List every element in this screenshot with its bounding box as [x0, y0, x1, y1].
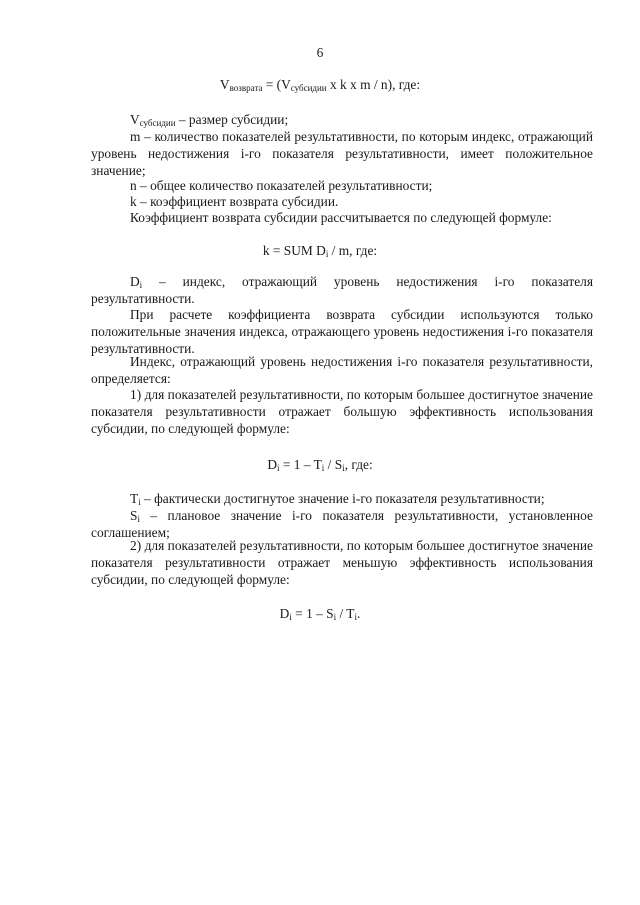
coefficient-intro: Коэффициент возврата субсидии рассчитывается по следующей формуле:: [130, 210, 552, 225]
definition-v-subsidy: $V_{субсидии}$ – размер субсидии;: [130, 112, 289, 128]
page-number: 6: [316, 45, 324, 60]
formula-return-volume: $V_{возврата} = (V_{субсидии}$ x k x m / n), где:: [219, 77, 421, 93]
index-intro: Индекс, отражающий уровень недостижения i-го показателя результативности, определяется:: [91, 354, 593, 386]
definition-di: $D_i$ – индекс, отражающий уровень недостижения i-го показателя результативности.: [91, 274, 593, 306]
definition-si: $S_i$ – плановое значение i-го показателя результативности, установленное соглашением;: [91, 508, 593, 540]
definition-k: k – коэффициент возврата субсидии.: [130, 194, 339, 209]
formula-di-case-2: $D_i = 1 - S_i / T_i$.: [279, 606, 361, 622]
definition-n: n – общее количество показателей результативности;: [130, 178, 433, 193]
case-1: 1) для показателей результативности, по которым большее достигнутое значение показателя результативности отражает большую эффективность использования субсидии, по следующей формуле:: [91, 387, 593, 436]
calc-note: При расчете коэффициента возврата субсидии используются только положительные значения индекса, отражающего уровень недостижения i-го показателя результативности.: [91, 307, 593, 356]
definition-m: m – количество показателей результативности, по которым индекс, отражающий уровень недостижения i-го показателя результативности, имеет положительное значение;: [91, 129, 593, 178]
definition-ti: $T_i$ – фактически достигнутое значение i-го показателя результативности;: [130, 491, 545, 507]
formula-di-case-1: $D_i = 1 - T_i / S_i$, где:: [267, 457, 373, 473]
formula-k: k = SUM $D_i$ / m, где:: [262, 243, 378, 259]
case-2: 2) для показателей результативности, по которым большее достигнутое значение показателя результативности отражает меньшую эффективность использования субсидии, по следующей формуле:: [91, 538, 593, 587]
